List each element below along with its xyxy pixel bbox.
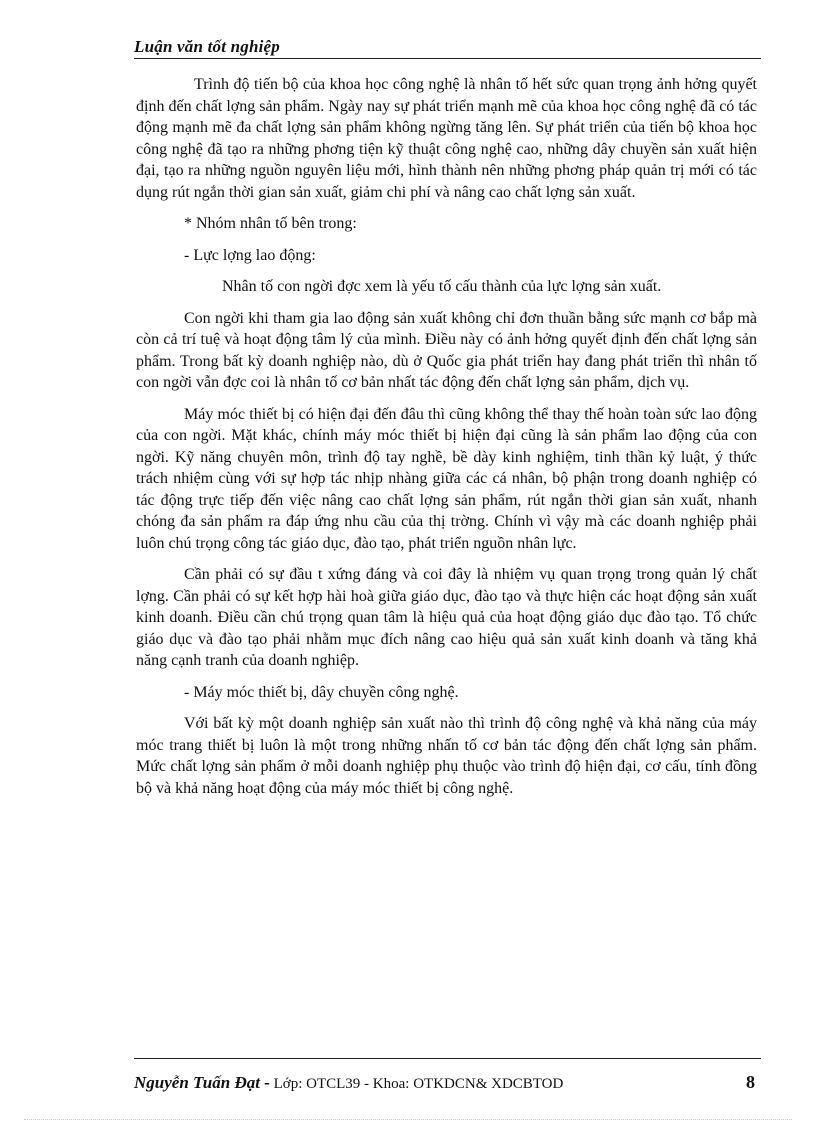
document-body xyxy=(136,74,757,809)
footer-info xyxy=(134,1073,563,1093)
paragraph-machinery-technology: Với bất kỳ một doanh nghiệp sản xuất nào thì trình độ công nghệ và khả năng của máy móc trang thiết bị luôn là một trong những nhấn tố cơ bản tác động đến chất lợng sản phẩm. Mức chất lợng sản phẩm ở mỗi doanh nghiệp phụ thuộc vào trình độ hiện đại, cơ cấu, tính đồng bộ và khả năng hoạt động của máy móc thiết bị công nghệ. xyxy=(136,715,757,797)
footer-faculty-value: OTKDCN& XDCBTOD xyxy=(413,1076,564,1092)
footer-class-value: OTCL39 xyxy=(306,1076,361,1092)
paragraph-training-investment: Cần phải có sự đầu t xứng đáng và coi đây là nhiệm vụ quan trọng trong quản lý chất lợng. Cần phải có sự kết hợp hài hoà giữa giáo dục, đào tạo và thực hiện các hoạt động sản xuất kinh doanh. Điều cần chú trọng quan tâm là hiệu quả của hoạt động giáo dục đào tạo. Tổ chức giáo dục và đào tạo phải nhằm mục đích nâng cao hiệu quả sản xuất kinh doanh và tăng khả năng cạnh tranh của doanh nghiệp. xyxy=(136,566,757,669)
paragraph-technology-progress: Trình độ tiến bộ của khoa học công nghệ là nhân tố hết sức quan trọng ảnh hởng quyết định đến chất lợng sản phẩm. Ngày nay sự phát triển mạnh mẽ của khoa học công nghệ đã có tác động mạnh mẽ đa chất lợng sản phẩm không ngừng tăng lên. Sự phát triển của tiến bộ khoa học công nghệ đã tạo ra những phơng tiện kỹ thuật công nghệ cao, những dây chuyền sản xuất hiện đại, tạo ra những nguồn nguyên liệu mới, hình thành nên những phơng pháp quản trị mới có tác dụng rút ngắn thời gian sản xuất, giảm chi phí và nâng cao chất lợng sản xuất. xyxy=(136,76,757,201)
page-footer xyxy=(134,1058,761,1097)
footer-author: Nguyễn Tuấn Đạt - xyxy=(134,1073,270,1092)
footer-faculty-label: - Khoa: xyxy=(364,1076,410,1092)
page-header xyxy=(134,36,761,59)
heading-machinery: - Máy móc thiết bị, dây chuyền công nghệ. xyxy=(184,683,459,701)
footer-class-label: Lớp: xyxy=(273,1076,303,1092)
paragraph-human-labor: Con ngời khi tham gia lao động sản xuất không chỉ đơn thuần bằng sức mạnh cơ bắp mà còn cả trí tuệ và hoạt động tâm lý của mình. Điều này có ảnh hởng quyết định đến chất lợng sản phẩm. Trong bất kỳ doanh nghiệp nào, dù ở Quốc gia phát triển hay đang phát triển thì nhân tố con ngời vẫn đợc coi là nhân tố cơ bản nhất tác động đến chất lợng sản phẩm, dịch vụ. xyxy=(136,309,757,391)
heading-labor-force: - Lực lợng lao động: xyxy=(184,246,316,264)
heading-internal-factors: * Nhóm nhân tố bên trong: xyxy=(184,215,357,232)
paragraph-human-factor: Nhân tố con ngời đợc xem là yếu tố cấu thành của lực lợng sản xuất. xyxy=(222,278,662,295)
page-number: 8 xyxy=(746,1072,755,1092)
paragraph-machinery-vs-labor: Máy móc thiết bị có hiện đại đến đâu thì cũng không thể thay thế hoàn toàn sức lao động của con ngời. Mặt khác, chính máy móc thiết bị hiện đại cũng là sản phẩm lao động của con ngời. Kỹ năng chuyên môn, trình độ tay nghề, bề dày kinh nghiệm, tinh thần kỷ luật, ý thức trách nhiệm cùng với sự hợp tác nhịp nhàng giữa các cá nhân, bộ phận trong doanh nghiệp có tác động trực tiếp đến việc nâng cao chất lợng sản phẩm, rút ngắn thời gian sản xuất, nhanh chóng đa sản phẩm ra đáp ứng nhu cầu của thị trờng. Chính vì vậy mà các doanh nghiệp phải luôn chú trọng công tác giáo dục, đào tạo, phát triển nguồn nhân lực. xyxy=(136,405,757,552)
page-edge-divider xyxy=(24,1119,792,1120)
header-title: Luận văn tốt nghiệp xyxy=(134,37,280,56)
